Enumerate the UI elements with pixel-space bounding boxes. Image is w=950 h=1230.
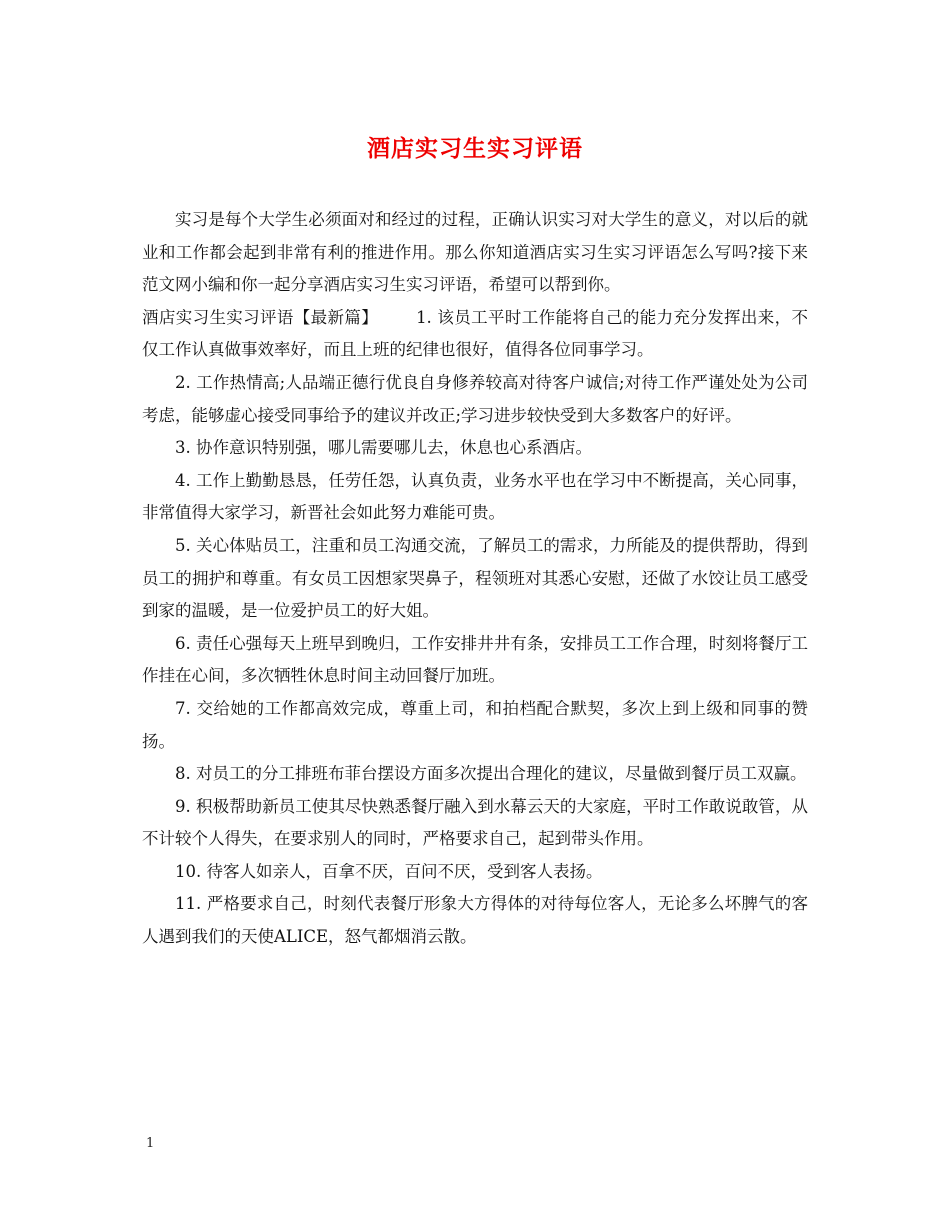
list-item-6: 6. 责任心强每天上班早到晚归，工作安排井井有条，安排员工工作合理，时刻将餐厅工作挂在心间，多次牺牲休息时间主动回餐厅加班。 xyxy=(142,633,808,686)
section-heading: 酒店实习生实习评语【最新篇】 xyxy=(142,307,379,327)
list-item-11: 11. 严格要求自己，时刻代表餐厅形象大方得体的对待每位客人，无论多么坏脾气的客人遇到我们的天使ALICE，怒气都烟消云散。 xyxy=(142,894,808,947)
list-item-5: 5. 关心体贴员工，注重和员工沟通交流，了解员工的需求，力所能及的提供帮助，得到员工的拥护和尊重。有女员工因想家哭鼻子，程领班对其悉心安慰，还做了水饺让员工感受到家的温暖，是一位爱护员工的好大姐。 xyxy=(142,535,808,621)
list-item-2: 2. 工作热情高;人品端正德行优良自身修养较高对待客户诚信;对待工作严谨处处为公司考虑，能够虚心接受同事给予的建议并改正;学习进步较快受到大多数客户的好评。 xyxy=(142,372,808,425)
list-item-4: 4. 工作上勤勤恳恳，任劳任怨，认真负责，业务水平也在学习中不断提高，关心同事，非常值得大家学习，新晋社会如此努力难能可贵。 xyxy=(142,470,808,523)
section-paragraph xyxy=(142,302,808,367)
list-item-7: 7. 交给她的工作都高效完成，尊重上司，和拍档配合默契，多次上到上级和同事的赞扬。 xyxy=(142,698,808,751)
list-item-10: 10. 待客人如亲人，百拿不厌，百问不厌，受到客人表扬。 xyxy=(175,861,603,881)
list-item-3: 3. 协作意识特别强，哪儿需要哪儿去，休息也心系酒店。 xyxy=(175,438,592,458)
document-body xyxy=(142,204,808,954)
page-number: 1 xyxy=(146,1136,155,1151)
document-title: 酒店实习生实习评语 xyxy=(367,135,583,162)
list-item-8: 8. 对员工的分工排班布菲台摆设方面多次提出合理化的建议，尽量做到餐厅员工双赢。 xyxy=(175,764,807,784)
intro-paragraph: 实习是每个大学生必须面对和经过的过程，正确认识实习对大学生的意义，对以后的就业和工作都会起到非常有利的推进作用。那么你知道酒店实习生实习评语怎么写吗?接下来范文网小编和你一起分享酒店实习生实习评语，希望可以帮到你。 xyxy=(142,210,808,295)
list-item-9: 9. 积极帮助新员工使其尽快熟悉餐厅融入到水幕云天的大家庭，平时工作敢说敢管，从不计较个人得失，在要求别人的同时，严格要求自己，起到带头作用。 xyxy=(142,796,808,849)
list-item-1: 1. 该员工平时工作能将自己的能力充分发挥出来，不仅工作认真做事效率好，而且上班的纪律也很好，值得各位同事学习。 xyxy=(142,307,808,360)
